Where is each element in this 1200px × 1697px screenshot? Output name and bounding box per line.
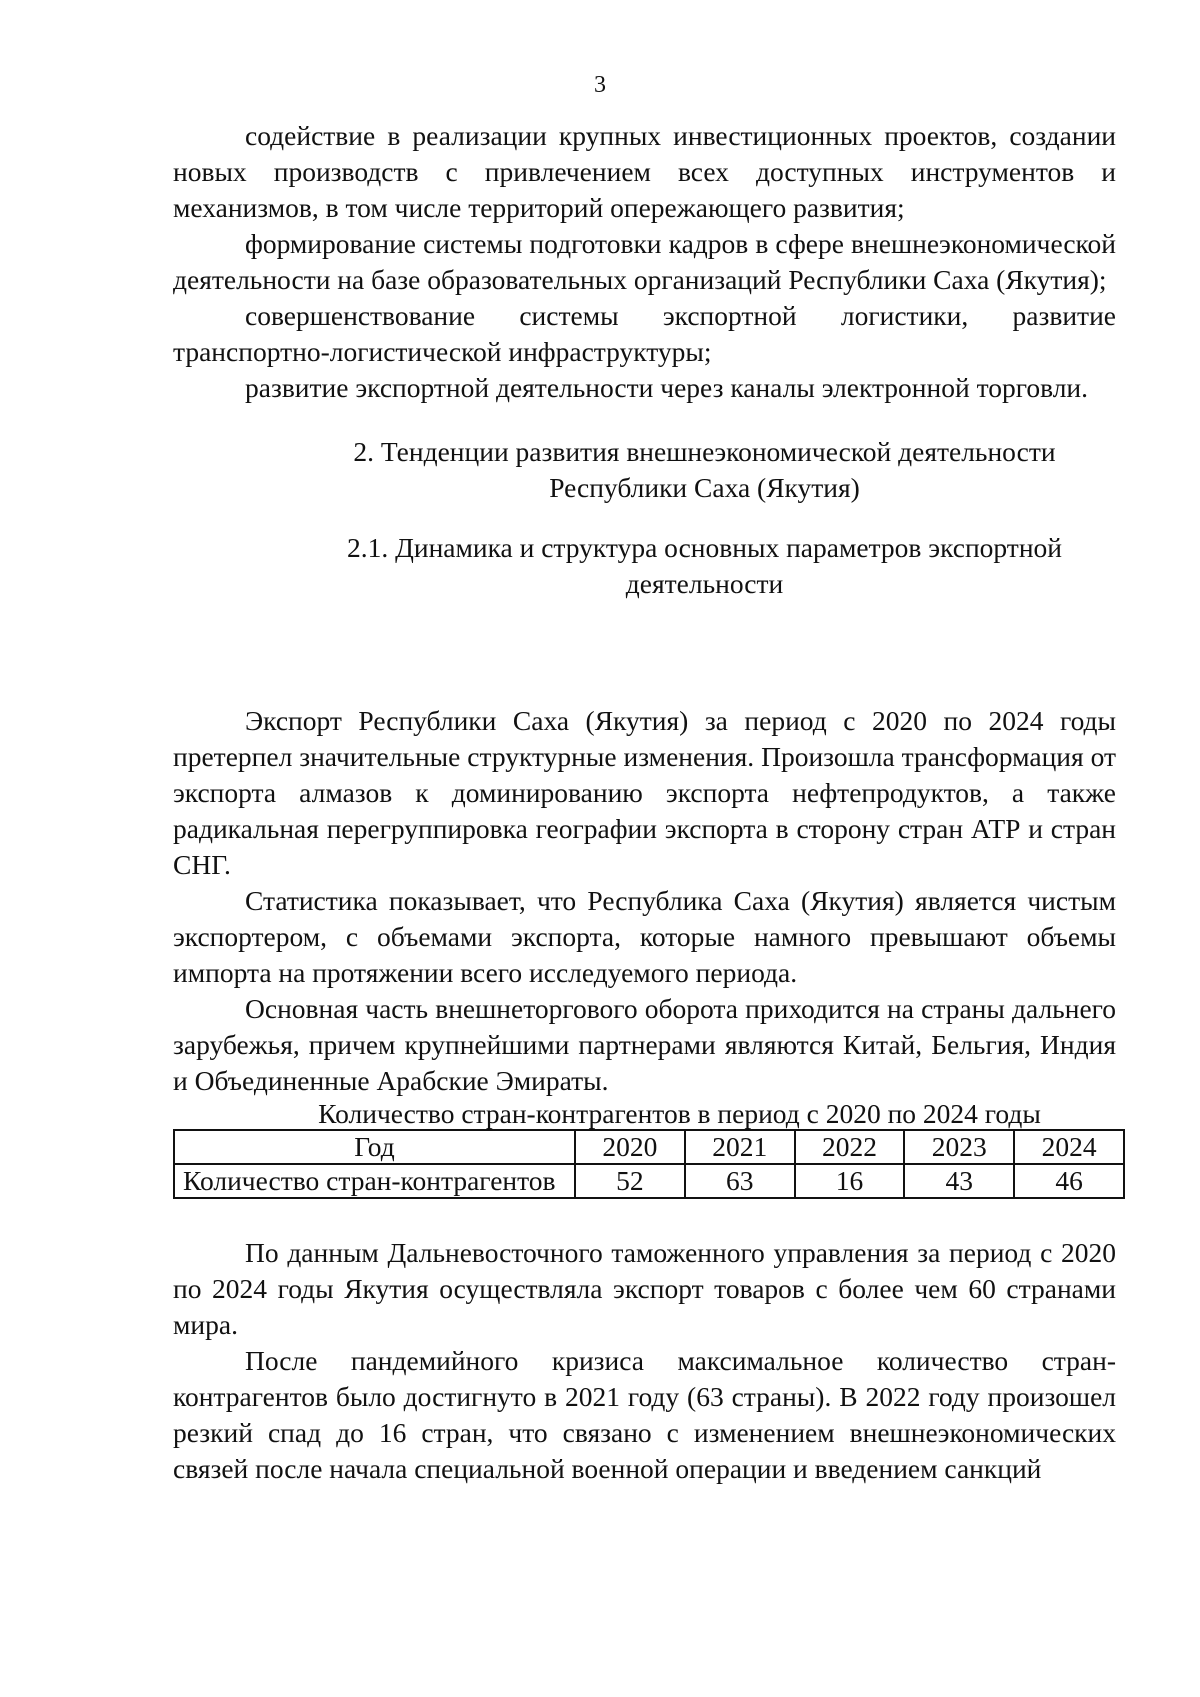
table-header-row (174, 1130, 1124, 1164)
paragraph-trade-partners: Основная часть внешнеторгового оборота приходится на страны дальнего зарубежья, причем крупнейшими партнерами являются Китай, Бельгия, Индия и Объединенные Арабские Эмираты. (173, 993, 1116, 1096)
table-value-cell: 43 (904, 1164, 1014, 1198)
table-value-cell: 52 (575, 1164, 685, 1198)
table-year-cell: 2022 (795, 1130, 905, 1164)
table-value-cell: 63 (685, 1164, 795, 1198)
paragraph-post-pandemic: После пандемийного кризиса максимальное количество стран-контрагентов было достигнуто в 2021 году (63 страны). В 2022 году произошел резкий спад до 16 стран, что связано с изменением внешнеэкономических связей после начала специальной военной операции и введением санкций (173, 1345, 1116, 1484)
paragraph-investment-projects: содействие в реализации крупных инвестиционных проектов, создании новых производств с привлечением всех доступных инструментов и механизмов, в том числе территорий опережающего развития; (173, 120, 1116, 223)
paragraph-export-structure: Экспорт Республики Саха (Якутия) за период с 2020 по 2024 годы претерпел значительные структурные изменения. Произошла трансформация от экспорта алмазов к доминированию экспорта нефтепродуктов, а также радикальная перегруппировка географии экспорта в сторону стран АТР и стран СНГ. (173, 705, 1116, 880)
table-row-label: Количество стран-контрагентов (174, 1164, 575, 1198)
paragraph-customs-data: По данным Дальневосточного таможенного управления за период с 2020 по 2024 годы Якутия осуществляла экспорт товаров с более чем 60 странами мира. (173, 1237, 1116, 1340)
document-body (173, 118, 1116, 1487)
table-value-cell: 16 (795, 1164, 905, 1198)
subsection-heading (173, 530, 1116, 602)
export-analysis-block (173, 703, 1116, 1099)
table-year-cell: 2023 (904, 1130, 1014, 1164)
section-heading-line-1: 2. Тенденции развития внешнеэкономической деятельности (353, 436, 1056, 467)
table-row (174, 1164, 1124, 1198)
paragraph-e-commerce: развитие экспортной деятельности через каналы электронной торговли. (245, 372, 1089, 403)
page-number: 3 (594, 72, 606, 98)
section-heading (173, 434, 1116, 506)
table-caption: Количество стран-контрагентов в период с 2020 по 2024 годы (318, 1098, 1041, 1129)
table-year-cell: 2024 (1014, 1130, 1124, 1164)
countries-table (173, 1129, 1125, 1199)
paragraph-personnel-training: формирование системы подготовки кадров в сфере внешнеэкономической деятельности на базе образовательных организаций Республики Саха (Якутия); (173, 228, 1116, 295)
customs-analysis-block (173, 1235, 1116, 1487)
paragraph-net-exporter: Статистика показывает, что Республика Саха (Якутия) является чистым экспортером, с объемами экспорта, которые намного превышают объемы импорта на протяжении всего исследуемого периода. (173, 885, 1116, 988)
table-year-cell: 2021 (685, 1130, 795, 1164)
subsection-heading-line-1: 2.1. Динамика и структура основных параметров экспортной (346, 532, 1063, 563)
table-value-cell: 46 (1014, 1164, 1124, 1198)
subsection-heading-line-2: деятельности (625, 568, 784, 599)
table-year-cell: 2020 (575, 1130, 685, 1164)
table-header-label: Год (174, 1130, 575, 1164)
paragraph-export-logistics: совершенствование системы экспортной логистики, развитие транспортно-логистической инфраструктуры; (173, 300, 1116, 367)
section-heading-line-2: Республики Саха (Якутия) (549, 472, 860, 503)
